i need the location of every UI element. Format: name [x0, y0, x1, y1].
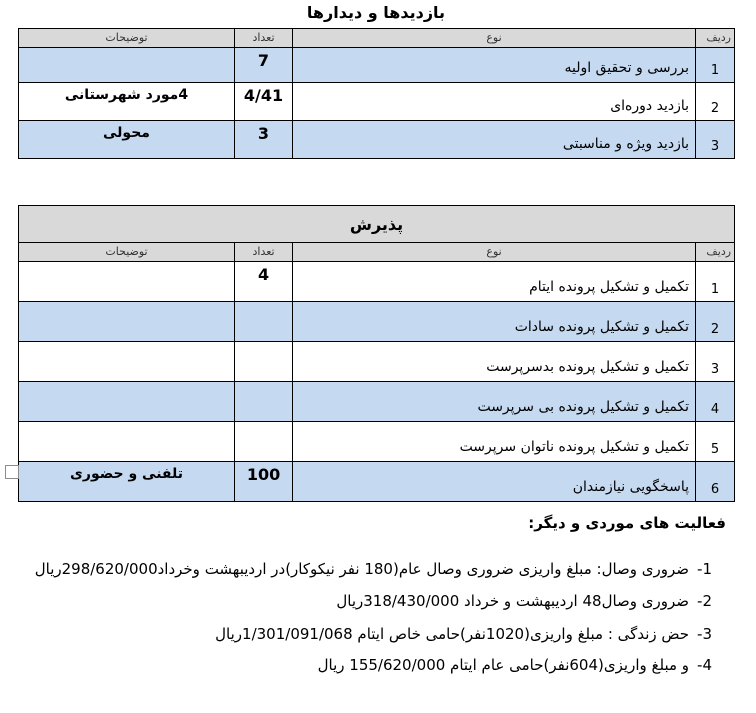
activity-text: ضروری وصال48 اردیبهشت و خرداد 318/430/000ریال: [336, 592, 690, 610]
table-row: [19, 302, 735, 342]
header-type: نوع: [293, 29, 696, 48]
row-count: [235, 342, 293, 382]
row-description: [19, 262, 235, 302]
activity-number: 2-: [697, 592, 712, 610]
row-index: 1: [696, 48, 735, 83]
row-description: [19, 382, 235, 422]
row-index: 4: [696, 382, 735, 422]
row-index: 3: [696, 121, 735, 159]
row-type: بازدید ویژه و مناسبتی: [293, 121, 696, 159]
row-type: تکمیل و تشکیل پرونده سادات: [293, 302, 696, 342]
visits-title: بازدیدها و دیدارها: [306, 3, 446, 22]
row-count: [235, 422, 293, 462]
activity-item: [318, 656, 712, 674]
table-row: [19, 462, 735, 502]
header-type: نوع: [293, 243, 696, 262]
reception-caption-row: [19, 206, 735, 243]
row-type: پاسخگویی نیازمندان: [293, 462, 696, 502]
table-row: [19, 48, 735, 83]
row-description: محولی: [19, 121, 235, 159]
reception-table: [18, 205, 735, 502]
visits-table: [18, 28, 735, 159]
visits-header-row: [19, 29, 735, 48]
row-count: 3: [235, 121, 293, 159]
row-count: [235, 302, 293, 342]
row-description: تلفنی و حضوری: [19, 462, 235, 502]
row-type: بررسی و تحقیق اولیه: [293, 48, 696, 83]
table-row: [19, 262, 735, 302]
row-description: [19, 302, 235, 342]
table-row: [19, 342, 735, 382]
activity-number: 4-: [697, 656, 712, 674]
row-count: 4: [235, 262, 293, 302]
row-description: 4مورد شهرستانی: [19, 83, 235, 121]
header-description: توضیحات: [19, 29, 235, 48]
header-count: تعداد: [235, 243, 293, 262]
activity-number: 1-: [697, 560, 712, 578]
activity-item: [336, 592, 712, 610]
row-index: 3: [696, 342, 735, 382]
row-description: [19, 342, 235, 382]
row-count: [235, 382, 293, 422]
row-index: 1: [696, 262, 735, 302]
row-index: 6: [696, 462, 735, 502]
row-count: 100: [235, 462, 293, 502]
header-index: ردیف: [696, 29, 735, 48]
activity-text: حض زندگی : مبلغ واریزی(1020نفر)حامی خاص ایتام 1/301/091/068ریال: [215, 625, 690, 643]
activity-item: [215, 625, 712, 643]
header-index: ردیف: [696, 243, 735, 262]
row-type: بازدید دوره‌ای: [293, 83, 696, 121]
table-row: [19, 382, 735, 422]
reception-title: پذیرش: [19, 206, 735, 243]
table-resize-handle[interactable]: [5, 465, 19, 479]
header-count: تعداد: [235, 29, 293, 48]
table-row: [19, 83, 735, 121]
row-description: [19, 48, 235, 83]
activities-heading: فعالیت های موردی و دیگر:: [528, 514, 726, 532]
table-row: [19, 121, 735, 159]
row-type: تکمیل و تشکیل پرونده ایتام: [293, 262, 696, 302]
row-index: 2: [696, 83, 735, 121]
activity-text: و مبلغ واریزی(604نفر)حامی عام ایتام 155/620/000 ریال: [317, 656, 690, 674]
reception-header-row: [19, 243, 735, 262]
row-description: [19, 422, 235, 462]
activity-item: [35, 560, 712, 578]
row-index: 2: [696, 302, 735, 342]
row-type: تکمیل و تشکیل پرونده بدسرپرست: [293, 342, 696, 382]
row-index: 5: [696, 422, 735, 462]
row-count: 7: [235, 48, 293, 83]
row-count: 4/41: [235, 83, 293, 121]
activity-number: 3-: [697, 625, 712, 643]
table-row: [19, 422, 735, 462]
activity-text: ضروری وصال: مبلغ واریزی ضروری وصال عام(180 نفر نیکوکار)در اردیبهشت وخرداد298/620/000ریال: [34, 560, 690, 578]
row-type: تکمیل و تشکیل پرونده بی سرپرست: [293, 382, 696, 422]
header-description: توضیحات: [19, 243, 235, 262]
row-type: تکمیل و تشکیل پرونده ناتوان سرپرست: [293, 422, 696, 462]
